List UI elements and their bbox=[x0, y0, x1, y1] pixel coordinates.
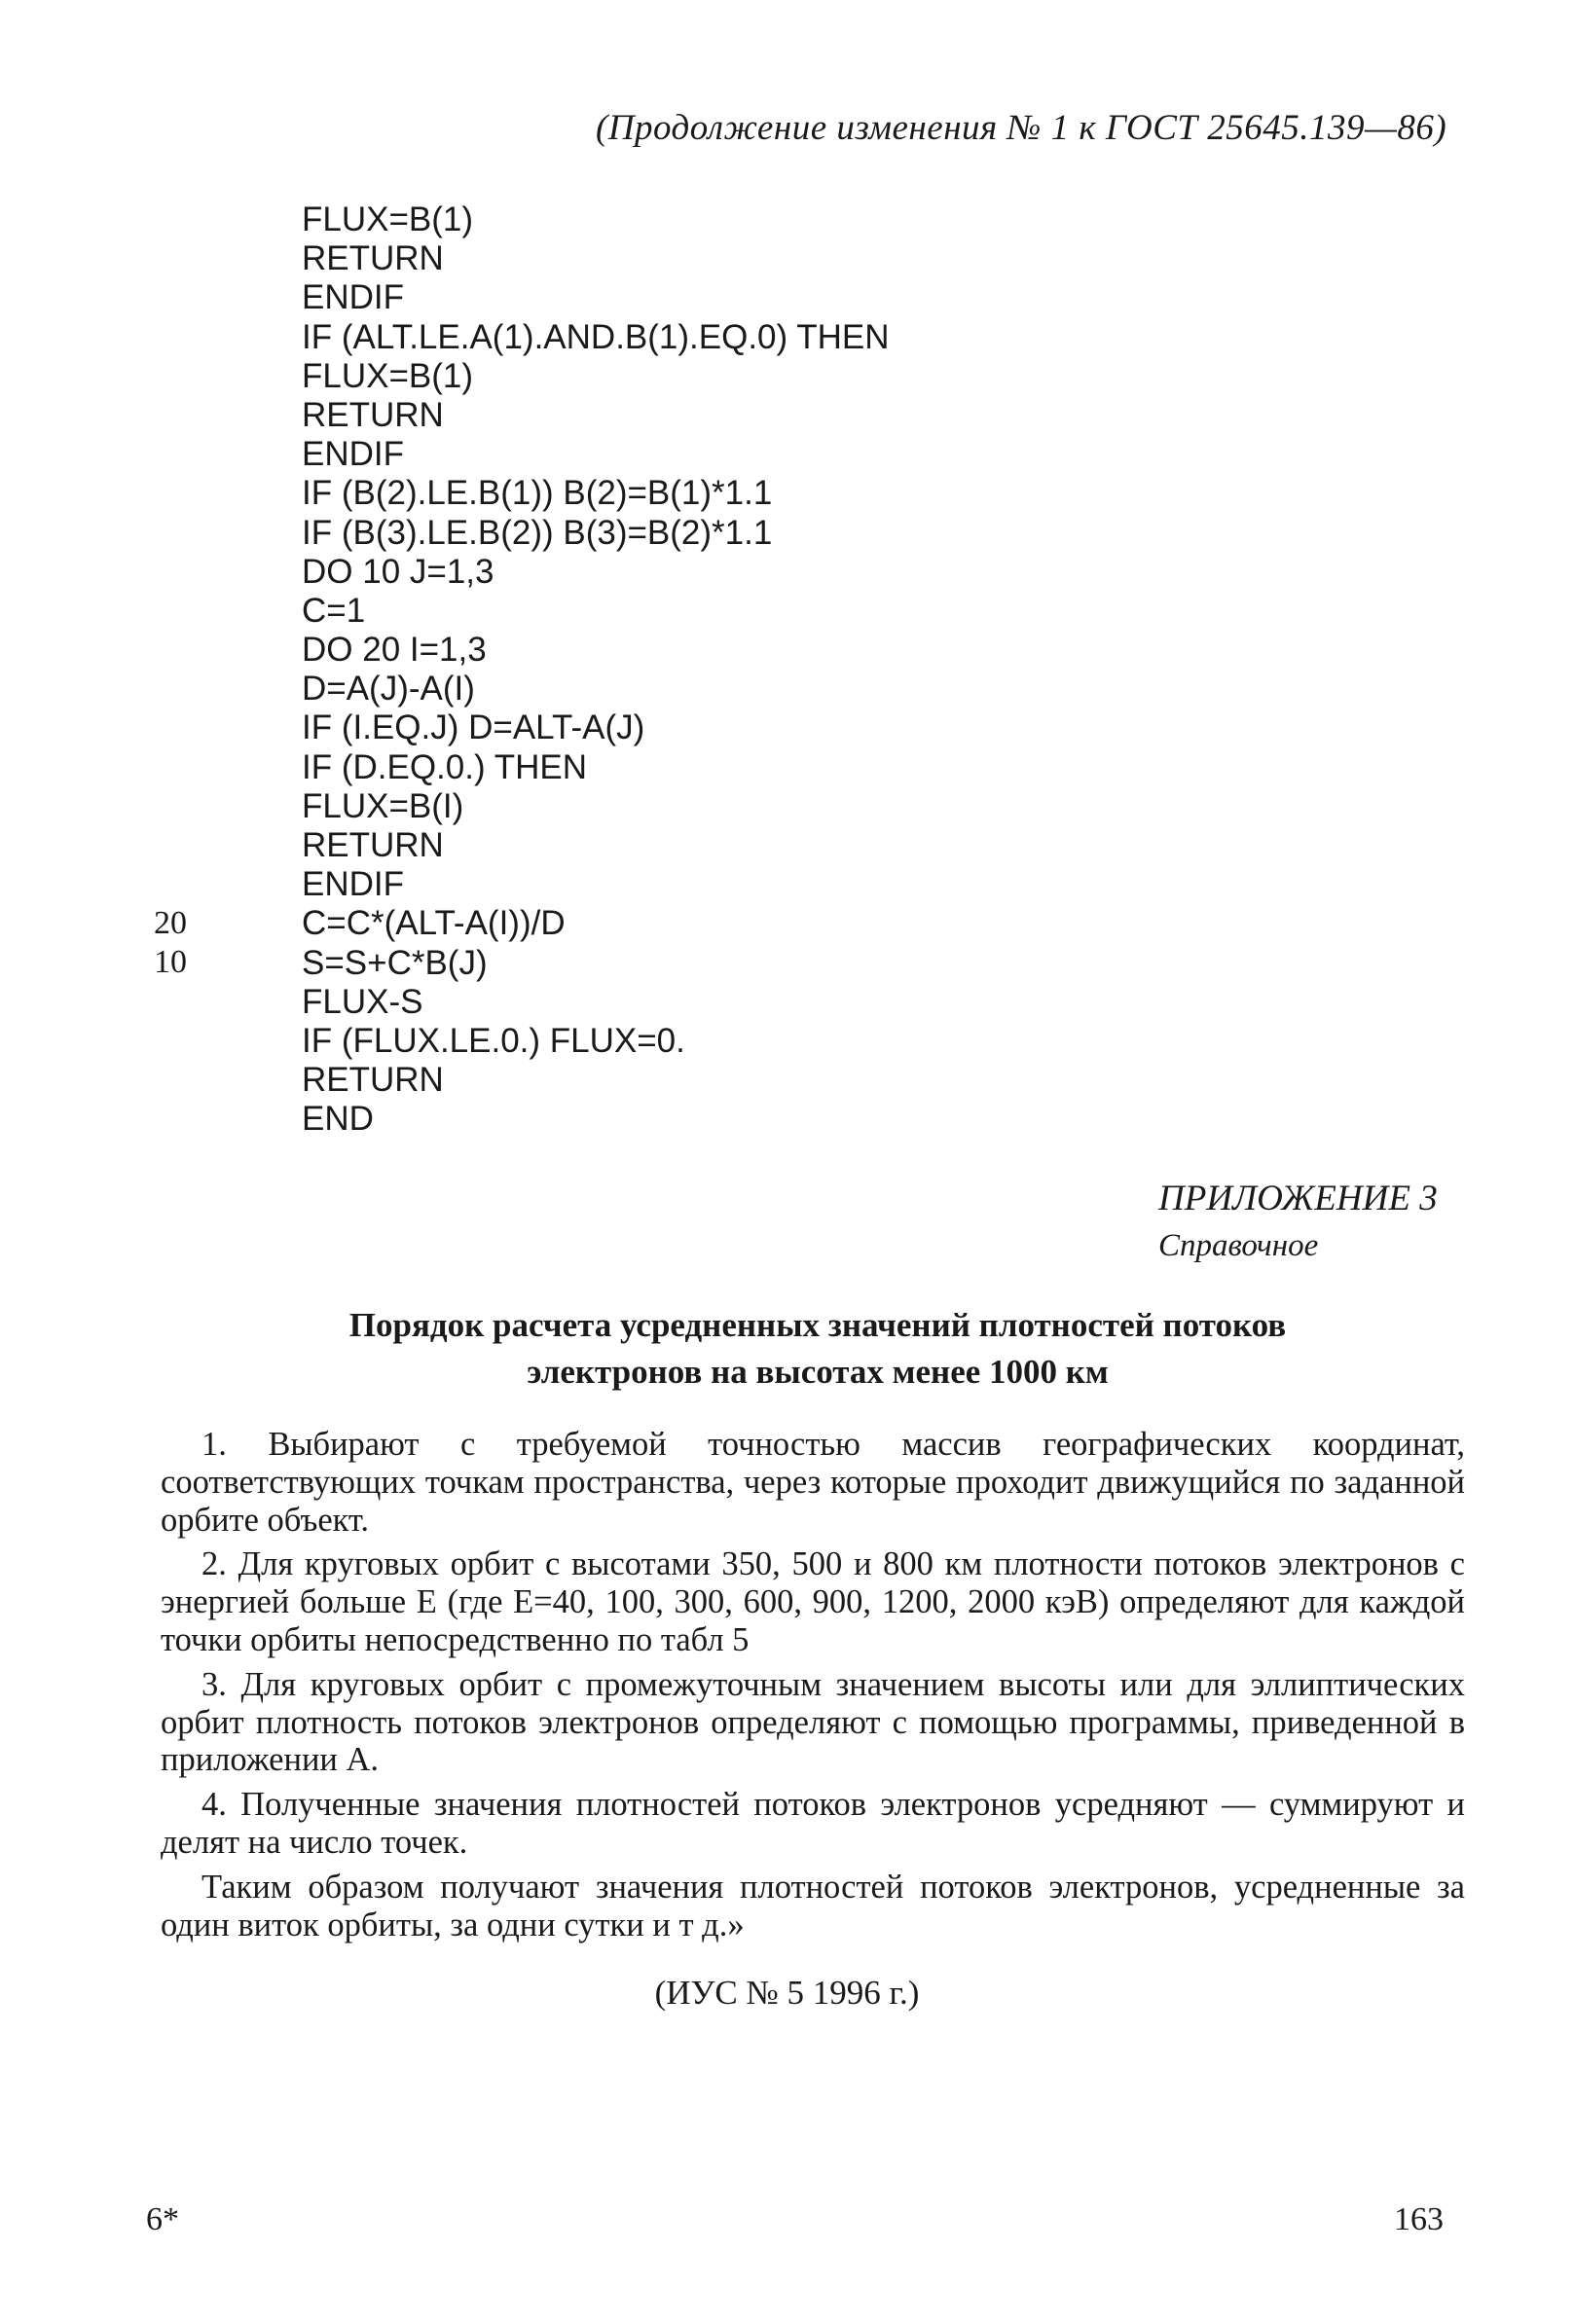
fortran-code-listing bbox=[302, 200, 890, 1140]
code-line: C=C*(ALT-A(I))/D bbox=[302, 904, 566, 943]
code-line: RETURN bbox=[302, 1061, 444, 1100]
code-line: END bbox=[302, 1100, 374, 1139]
code-line: DO 20 I=1,3 bbox=[302, 631, 487, 670]
code-line: FLUX=B(1) bbox=[302, 356, 474, 395]
code-line: ENDIF bbox=[302, 435, 404, 474]
code-line: IF (B(2).LE.B(1)) B(2)=B(1)*1.1 bbox=[302, 474, 773, 513]
code-line: D=A(J)-A(I) bbox=[302, 670, 475, 708]
code-line: ENDIF bbox=[302, 278, 404, 317]
paragraph: Таким образом получают значения плотностей потоков электронов, усредненные за один виток орбиты, за одни сутки и т д.» bbox=[161, 1868, 1465, 1943]
page-header: (Продолжение изменения № 1 к ГОСТ 25645.139—86) bbox=[596, 108, 1447, 148]
code-line: C=1 bbox=[302, 591, 366, 630]
code-line: RETURN bbox=[302, 826, 444, 864]
issue-reference: (ИУС № 5 1996 г.) bbox=[654, 1974, 920, 2012]
code-label-10: 10 bbox=[154, 944, 187, 980]
code-line: IF (ALT.LE.A(1).AND.B(1).EQ.0) THEN bbox=[302, 317, 890, 356]
paragraph: 2. Для круговых орбит с высотами 350, 500 и 800 км плотности потоков электронов с энергией больше E (где E=40, 100, 300, 600, 900, 1200, 2000 кэВ) определяют для каждой точки орбиты непосредственно по табл 5 bbox=[161, 1545, 1465, 1658]
section-title-line1: Порядок расчета усредненных значений плотностей потоков bbox=[348, 1306, 1287, 1344]
code-line: S=S+C*B(J) bbox=[302, 943, 488, 982]
code-line: FLUX=B(I) bbox=[302, 786, 464, 825]
section-title-line2: электронов на высотах менее 1000 км bbox=[527, 1353, 1109, 1391]
code-line: IF (D.EQ.0.) THEN bbox=[302, 747, 587, 786]
paragraph: 4. Полученные значения плотностей потоков электронов усредняют — суммируют и делят на число точек. bbox=[161, 1786, 1465, 1861]
signature-mark: 6* bbox=[146, 2201, 179, 2237]
paragraph: 3. Для круговых орбит с промежуточным значением высоты или для эллиптических орбит плотность потоков электронов определяют с помощью программы, приведенной в приложении А. bbox=[161, 1665, 1465, 1779]
code-line: RETURN bbox=[302, 239, 444, 278]
appendix-subtitle: Справочное bbox=[1158, 1228, 1319, 1263]
code-label-20: 20 bbox=[154, 905, 187, 941]
code-line: RETURN bbox=[302, 395, 444, 434]
code-line: FLUX=B(1) bbox=[302, 200, 474, 238]
body-text bbox=[161, 1426, 1465, 1950]
paragraph: 1. Выбирают с требуемой точностью массив географических координат, соответствующих точкам пространства, через которые проходит движущийся по заданной орбите объект. bbox=[161, 1426, 1465, 1539]
code-line: IF (FLUX.LE.0.) FLUX=0. bbox=[302, 1021, 685, 1060]
code-line: FLUX-S bbox=[302, 982, 423, 1021]
page-number: 163 bbox=[1394, 2201, 1444, 2237]
appendix-title: ПРИЛОЖЕНИЕ 3 bbox=[1158, 1179, 1438, 1218]
code-line: IF (I.EQ.J) D=ALT-A(J) bbox=[302, 708, 645, 747]
code-line: DO 10 J=1,3 bbox=[302, 552, 494, 591]
code-line: ENDIF bbox=[302, 865, 404, 904]
code-line: IF (B(3).LE.B(2)) B(3)=B(2)*1.1 bbox=[302, 513, 773, 552]
section-title bbox=[195, 1302, 1441, 1396]
